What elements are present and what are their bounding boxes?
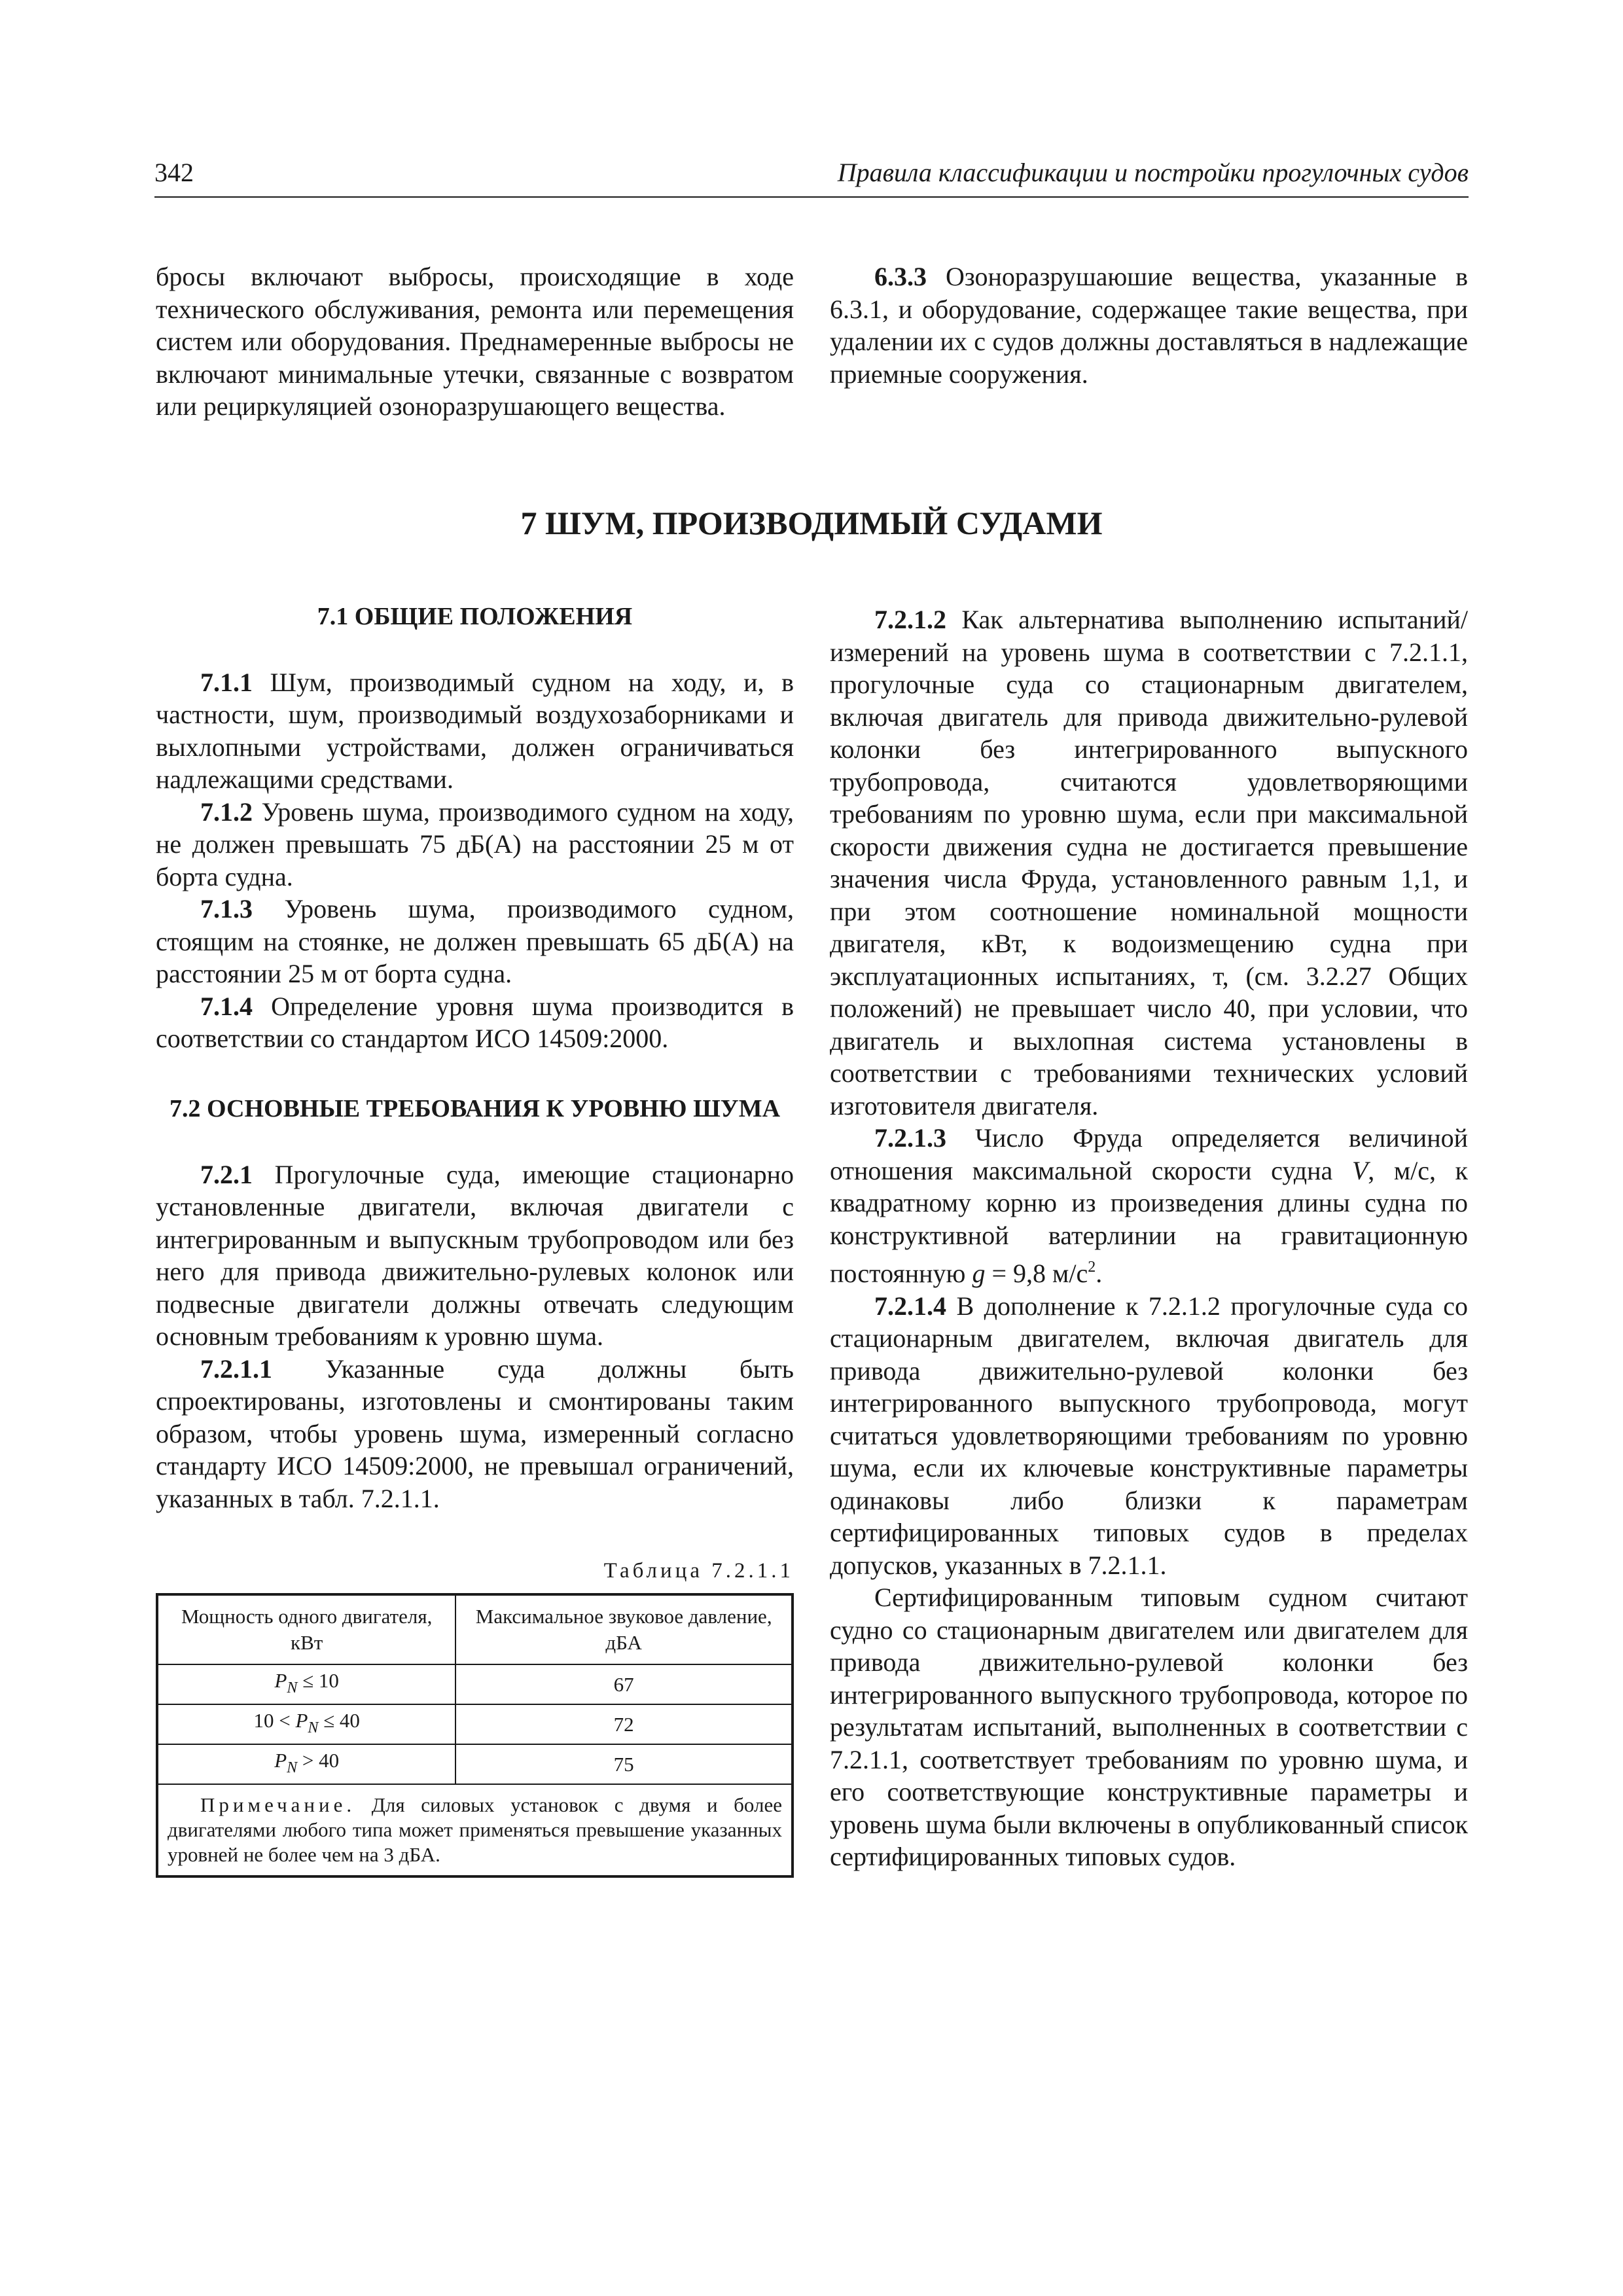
power-range-cell: $P_N \le 10$	[157, 1664, 455, 1704]
top-right-column	[830, 260, 1468, 390]
section-heading: 7.2 ОСНОВНЫЕ ТРЕБОВАНИЯ К УРОВНЮ ШУМА	[169, 1095, 781, 1122]
table-row	[157, 1664, 793, 1704]
pressure-value-cell: 72	[455, 1704, 793, 1744]
noise-limits-table	[156, 1593, 794, 1878]
paragraph-7-2-1-2	[830, 603, 1468, 1122]
column-header-power: Мощность одного двигателя, кВт	[157, 1594, 455, 1664]
clause-text: Шум, производимый судном на ходу, и, в частности, шум, производимый воздухозаборниками и выхлопными устройствами, должен ограничиваться надлежащими средствами.	[156, 667, 794, 794]
clause-number: 6.3.3	[874, 262, 927, 291]
clause-number: 7.2.1	[200, 1159, 253, 1189]
table-row	[157, 1744, 793, 1784]
clause-text: Как альтернатива выполнению испытаний/измерений на уровень шума в соответствии с 7.2.1.1, прогулочные суда со стационарным двигателем, включая двигатель для привода движительно-рулевой колонки без интегрированного выпускного трубопровода, считаются удовлетворяющими требованиям по уровню шума, если при максимальной скорости движения судна не достигается превышение значения числа Фруда, установленного равным 1,1, и при этом соотношение номинальной мощности двигателя, кВт, к водоизмещению судна при эксплуатационных испытаниях, т, (см. 3.2.27 Общих положений) не превышает число 40, при условии, что двигатель и выхлопная система установлены в соответствии с требованиями технических условий изготовителя двигателя.	[830, 605, 1468, 1121]
right-column	[830, 603, 1468, 1873]
paragraph-7-2-1-1	[156, 1353, 794, 1515]
top-left-column	[156, 260, 794, 423]
table-caption: Таблица 7.2.1.1	[603, 1559, 794, 1583]
clause-text: Озоноразрушаюшие вещества, указанные в 6.3.1, и оборудование, содержащее такие вещества, при удалении их с судов должны доставляться в надлежащие приемные сооружения.	[830, 262, 1468, 389]
continued-paragraph: бросы включают выбросы, происходящие в ходе технического обслуживания, ремонта или перемещения систем или оборудования. Преднамеренные выбросы не включают минимальные утечки, связанные с возвратом или рециркуляцией озоноразрушающего вещества.	[156, 262, 794, 421]
note-label: Примечание.	[200, 1793, 356, 1816]
paragraph-7-2-1-3: 7.2.1.3 Число Фруда определяется величиной отношения максимальной скорости судна V, м/с, к квадратному корню из произведения длины судна по конструктивной ватерлинии на гравитационную постоянную g = 9,8 $м/с^2$.	[830, 1123, 1469, 1288]
column-header-pressure: Максимальное звуковое давление, дБА	[455, 1594, 793, 1664]
gravity-symbol: g	[972, 1259, 986, 1288]
clause-number: 7.1.2	[200, 797, 253, 827]
paragraph-6-3-3	[830, 260, 1468, 390]
pressure-value-cell: 67	[455, 1664, 793, 1704]
page-number: 342	[154, 158, 194, 187]
running-title: Правила классификации и постройки прогулочных судов	[837, 158, 1469, 187]
clause-number: 7.1.3	[200, 894, 253, 924]
pressure-value-cell: 75	[455, 1744, 793, 1784]
paragraph-7-1-4	[156, 990, 794, 1055]
paragraph-7-1-1	[156, 666, 794, 796]
section-heading: 7.1 ОБЩИЕ ПОЛОЖЕНИЯ	[317, 603, 633, 630]
clause-number: 7.2.1.2	[874, 605, 946, 634]
table-note-row	[157, 1784, 793, 1876]
power-range-cell: $P_N > 40$	[157, 1744, 455, 1784]
clause-number: 7.1.4	[200, 991, 253, 1021]
table-block	[156, 1558, 794, 1878]
velocity-symbol: V	[1351, 1155, 1368, 1185]
header-rule	[154, 196, 1469, 198]
clause-text: Прогулочные суда, имеющие стационарно установленные двигатели, включая двигатели с интегрированным и выпускным трубопроводом или без него для привода движительно-рулевых колонок или подвесные двигатели должны отвечать следующим основным требованиям к уровню шума.	[156, 1159, 794, 1351]
clause-number: 7.2.1.4	[874, 1291, 946, 1321]
paragraph-7-2-1-4	[830, 1290, 1468, 1582]
paragraph-7-1-3	[156, 893, 794, 990]
clause-text: Указанные суда должны быть спроектированы, изготовлены и смонтированы таким образом, чтобы уровень шума, измеренный согласно стандарту ИСО 14509:2000, не превышал ограничений, указанных в табл. 7.2.1.1.	[156, 1354, 794, 1513]
clause-number: 7.1.1	[200, 667, 253, 697]
paragraph-certified-vessel: Сертифицированным типовым судном считают судно со стационарным двигателем или двигателем для привода движительно-рулевой колонки без интегрированного выпускного трубопровода, которое по результатам испытаний, выполненных в соответствии с 7.2.1.1, соответствует требованиям по уровню шума, и его соответствующие конструктивные параметры и уровень шума были включены в опубликованный список сертифицированных типовых судов.	[830, 1583, 1468, 1871]
clause-number: 7.2.1.1	[200, 1354, 272, 1384]
clause-text: Уровень шума, производимого судном, стоящим на стоянке, не должен превышать 65 дБ(А) на расстоянии 25 м от борта судна.	[156, 894, 794, 988]
table-header-row	[157, 1594, 793, 1664]
clause-number: 7.2.1.3	[874, 1123, 946, 1153]
clause-text: Определение уровня шума производится в соответствии со стандартом ИСО 14509:2000.	[156, 991, 794, 1053]
clause-text: В дополнение к 7.2.1.2 прогулочные суда со стационарным двигателем, включая двигатель для привода движительно-рулевой колонки без интегрированного выпускного трубопровода, могут считаться удовлетворяющими требованиям по уровню шума, если их ключевые конструктивные параметры одинаковы либо близки к параметрам сертифицированных типовых судов в пределах допусков, указанных в 7.2.1.1.	[830, 1291, 1468, 1580]
section-7-1	[156, 601, 794, 1055]
clause-text: Уровень шума, производимого судном на ходу, не должен превышать 75 дБ(А) на расстоянии 25 м от борта судна.	[156, 797, 794, 891]
paragraph-7-1-2	[156, 796, 794, 893]
power-range-cell: $10 < P_N \le 40$	[157, 1704, 455, 1744]
note-text: Для силовых установок с двумя и более двигателями любого типа может применяться превышение указанных уровней не более чем на 3 дБА.	[168, 1793, 783, 1866]
paragraph-7-2-1	[156, 1158, 794, 1353]
section-7-2	[156, 1093, 794, 1515]
table-note	[157, 1784, 793, 1876]
table-row	[157, 1704, 793, 1744]
chapter-title: 7 ШУМ, ПРОИЗВОДИМЫЙ СУДАМИ	[520, 505, 1103, 541]
